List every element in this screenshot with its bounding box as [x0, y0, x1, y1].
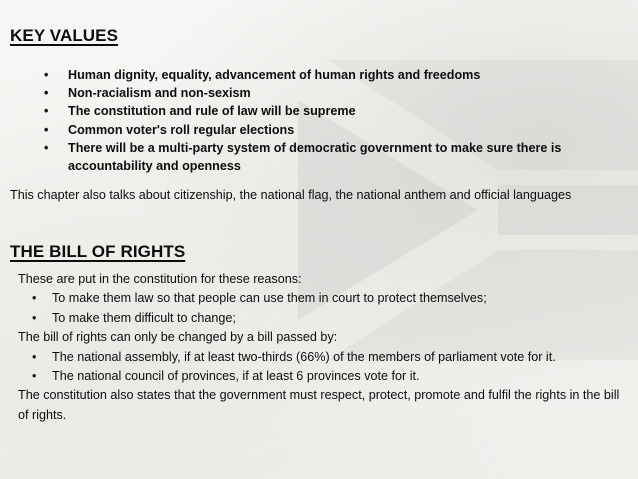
list-item: [18, 348, 630, 367]
list-item: [44, 66, 624, 84]
list-item: [44, 139, 624, 175]
bullet-icon: •: [44, 104, 49, 119]
list-item: [18, 367, 630, 386]
bill-of-rights-change-intro: The bill of rights can only be changed by a bill passed by:: [18, 330, 338, 345]
bullet-icon: •: [44, 86, 49, 101]
list-item: [18, 289, 630, 308]
list-item: [44, 121, 624, 139]
list-item-text: Non-racialism and non-sexism: [68, 86, 251, 101]
bill-of-rights-closing: The constitution also states that the government must respect, protect, promote and fulfil the rights in the bill of rights.: [18, 388, 620, 422]
list-item-text: To make them law so that people can use them in court to protect themselves;: [52, 291, 487, 306]
list-item: [18, 309, 630, 328]
key-values-heading: KEY VALUES: [10, 26, 119, 45]
list-item: [44, 84, 624, 102]
list-item-text: The constitution and rule of law will be supreme: [68, 104, 356, 119]
bullet-icon: •: [44, 140, 49, 155]
list-item-text: Common voter's roll regular elections: [68, 122, 295, 137]
bill-of-rights-heading: THE BILL OF RIGHTS: [10, 242, 186, 261]
list-item-text: The national council of provinces, if at least 6 provinces vote for it.: [52, 369, 420, 384]
bullet-icon: •: [32, 291, 37, 306]
key-values-list: [44, 66, 624, 175]
list-item: [44, 102, 624, 120]
bullet-icon: •: [32, 310, 37, 325]
list-item-text: Human dignity, equality, advancement of human rights and freedoms: [68, 68, 481, 82]
bullet-icon: •: [44, 122, 49, 137]
bullet-icon: •: [44, 68, 49, 82]
bullet-icon: •: [32, 369, 37, 384]
list-item-text: There will be a multi-party system of democratic government to make sure there is accountability and openness: [68, 140, 562, 174]
key-values-paragraph: This chapter also talks about citizenship, the national flag, the national anthem and official languages: [10, 188, 572, 202]
bill-of-rights-intro: These are put in the constitution for these reasons:: [18, 272, 302, 286]
list-item-text: To make them difficult to change;: [52, 310, 236, 325]
bullet-icon: •: [32, 349, 37, 364]
bill-of-rights-body: [18, 270, 630, 425]
list-item-text: The national assembly, if at least two-thirds (66%) of the members of parliament vote for it.: [52, 349, 556, 364]
